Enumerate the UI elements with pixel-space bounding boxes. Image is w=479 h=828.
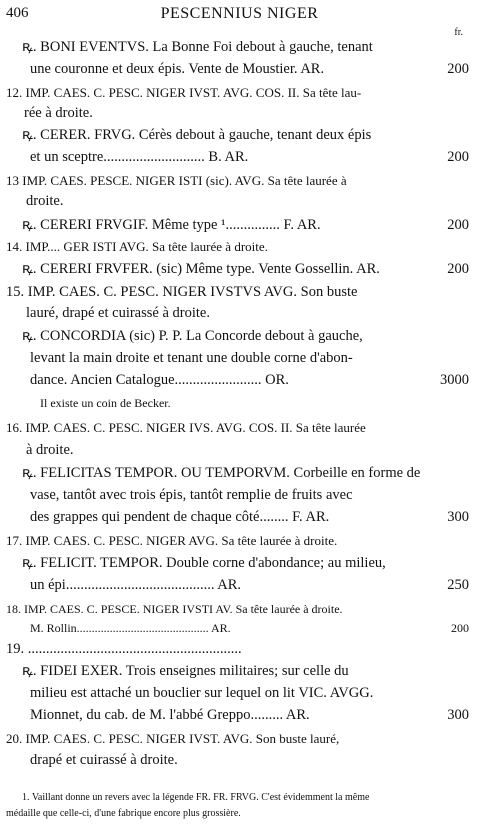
text-line: un épi......................................... AR. 250 bbox=[30, 577, 469, 593]
text-line: milieu est attaché un bouclier sur lequel on lit VIC. AVGG. bbox=[30, 685, 374, 701]
text-line: Mionnet, du cab. de M. l'abbé Greppo......... AR. 300 bbox=[30, 707, 469, 723]
text-line: des grappes qui pendent de chaque côté........ F. AR. 300 bbox=[30, 509, 469, 525]
price-column-label: fr. bbox=[454, 27, 463, 38]
text-line: ꝶ. CERERI FRVGIF. Même type ¹............... F. AR. 200 bbox=[22, 217, 469, 233]
text-line: M. Rollin............................................ AR. 200 bbox=[30, 621, 469, 635]
text-line: Il existe un coin de Becker. bbox=[40, 396, 171, 410]
text-line: ꝶ. CERER. FRVG. Cérès debout à gauche, tenant deux épis bbox=[22, 127, 372, 143]
text-line: et un sceptre............................ B. AR. 200 bbox=[30, 149, 469, 165]
text-line: ꝶ. BONI EVENTVS. La Bonne Foi debout à gauche, tenant bbox=[22, 39, 373, 55]
text-line: dance. Ancien Catalogue........................ OR. 3000 bbox=[30, 372, 469, 388]
text-line: une couronne et deux épis. Vente de Moustier. AR. 200 bbox=[30, 61, 469, 77]
running-title: PESCENNIUS NIGER bbox=[160, 5, 319, 22]
text-line: ꝶ. FELICITAS TEMPOR. OU TEMPORVM. Corbeille en forme de bbox=[22, 465, 421, 481]
footnote-line: médaille que celle-ci, d'une fabrique encore plus grossière. bbox=[6, 808, 241, 819]
text-line: 16. IMP. CAES. C. PESC. NIGER IVS. AVG. COS. II. Sa tête laurée bbox=[6, 420, 366, 435]
text-line: à droite. bbox=[26, 442, 74, 458]
text-line: drapé et cuirassé à droite. bbox=[30, 752, 178, 768]
text-line: ꝶ. CONCORDIA (sic) P. P. La Concorde debout à gauche, bbox=[22, 328, 363, 344]
text-line: levant la main droite et tenant une double corne d'abon- bbox=[30, 350, 353, 366]
text-line: 13 IMP. CAES. PESCE. NIGER ISTI (sic). AVG. Sa tête laurée à bbox=[6, 173, 347, 188]
text-line: ꝶ. FIDEI EXER. Trois enseignes militaires; sur celle du bbox=[22, 663, 349, 679]
text-line: 19. ........................................................... bbox=[6, 641, 242, 657]
text-line: 14. IMP.... GER ISTI AVG. Sa tête laurée à droite. bbox=[6, 239, 268, 254]
text-line: ꝶ. FELICIT. TEMPOR. Double corne d'abondance; au milieu, bbox=[22, 555, 386, 571]
text-line: 15. IMP. CAES. C. PESC. NIGER IVSTVS AVG. Son buste bbox=[6, 284, 358, 300]
text-line: rée à droite. bbox=[24, 105, 93, 121]
text-line: 12. IMP. CAES. C. PESC. NIGER IVST. AVG. COS. II. Sa tête lau- bbox=[6, 85, 362, 100]
text-line: 17. IMP. CAES. C. PESC. NIGER AVG. Sa tête laurée à droite. bbox=[6, 533, 338, 548]
text-line: 18. IMP. CAES. C. PESCE. NIGER IVSTI AV. Sa tête laurée à droite. bbox=[6, 602, 343, 616]
text-line: 20. IMP. CAES. C. PESC. NIGER IVST. AVG. Son buste lauré, bbox=[6, 731, 340, 746]
text-line: droite. bbox=[26, 193, 64, 209]
text-line: vase, tantôt avec trois épis, tantôt remplie de fruits avec bbox=[30, 487, 353, 503]
text-line: ꝶ. CERERI FRVFER. (sic) Même type. Vente Gossellin. AR. 200 bbox=[22, 261, 469, 277]
page-number: 406 bbox=[6, 5, 29, 21]
footnote-line: 1. Vaillant donne un revers avec la légende FR. FR. FRVG. C'est évidemment la même bbox=[22, 792, 370, 803]
text-line: lauré, drapé et cuirassé à droite. bbox=[26, 305, 210, 321]
